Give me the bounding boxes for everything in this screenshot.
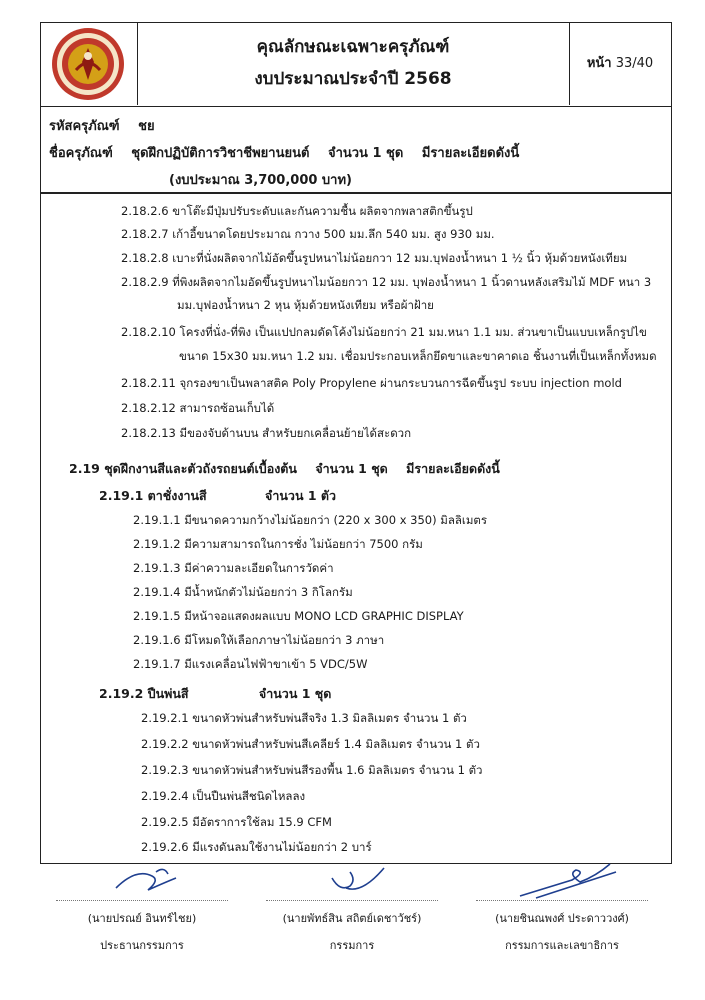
- signature-line: [56, 872, 228, 901]
- equipment-code-row: [49, 115, 155, 136]
- page-label: หน้า: [586, 56, 612, 71]
- title-cell: [137, 23, 570, 105]
- spec-line-continued: มม.บุฟองน้ำหนา 2 หุน หุ้มด้วยหนังเทียม หรือผ้าฝ้าย: [177, 298, 434, 312]
- handwritten-signature-icon: [56, 858, 228, 902]
- handwritten-signature-icon: [266, 858, 438, 902]
- code-value: ชย: [138, 119, 155, 134]
- document-title: คุณลักษณะเฉพาะครุภัณฑ์: [256, 37, 450, 57]
- spec-line: 2.19.2.4 เป็นปืนพ่นสีชนิดไหลลง: [141, 789, 306, 803]
- budget-text: (งบประมาณ 3,700,000 บาท): [169, 173, 352, 188]
- spec-line: 2.18.2.8 เบาะที่นั่งผลิตจากไม้อัดขึ้นรูปหนาไม่น้อยกวา 12 มม.บุฟองน้ำหนา 1 ½ นิ้ว หุ้มด้วยหนังเทียม: [121, 251, 628, 265]
- page-number-cell: [569, 23, 671, 105]
- spec-line: 2.19.2.5 มีอัตราการใช้ลม 15.9 CFM: [141, 815, 332, 829]
- logo-cell: [41, 23, 138, 105]
- specification-body: [40, 193, 672, 864]
- signature-line: [266, 872, 438, 901]
- header-box: [40, 22, 672, 107]
- signatory-name: (นายปรณย์ อินทร์ไชย): [87, 912, 197, 925]
- handwritten-signature-icon: [476, 858, 648, 902]
- signature-block-chairman: [42, 872, 242, 954]
- spec-line: 2.19.1.2 มีความสามารถในการชั่ง ไม่น้อยกว่า 7500 กรัม: [133, 537, 423, 551]
- spec-line: 2.19.1.4 มีน้ำหนักตัวไม่น้อยกว่า 3 กิโลกรัม: [133, 585, 353, 599]
- signatory-name: (นายชินณพงศ์ ประดาววงศ์): [495, 912, 629, 925]
- name-label: ชื่อครุภัณฑ์: [49, 146, 113, 161]
- equipment-name-row: [49, 142, 519, 163]
- signatory-role: กรรมการและเลขาธิการ: [505, 939, 619, 952]
- spec-line: 2.19.2.6 มีแรงดันลมใช้งานไม่น้อยกว่า 2 บาร์: [141, 840, 372, 854]
- spec-line: 2.18.2.11 จุกรองขาเป็นพลาสติค Poly Propylene ผ่านกระบวนการฉีดขึ้นรูป ระบบ injection mold: [121, 376, 622, 390]
- spec-line: 2.18.2.10 โครงที่นั่ง-ที่พิง เป็นแปปกลมดัดโค้งไม่น้อยกว่า 21 มม.หนา 1.1 มม. ส่วนขาเป็นแบบเหล็กรูปไข: [121, 325, 647, 339]
- signatory-name: (นายพัทธ์สิน สถิตย์เดชาวัชร์): [282, 912, 422, 925]
- subsection-heading-2-19-2: 2.19.2 ปืนพ่นสี จำนวน 1 ชุด: [99, 686, 332, 701]
- spec-line: 2.19.1.3 มีค่าความละเอียดในการวัดค่า: [133, 561, 334, 575]
- detail-text: มีรายละเอียดดังนี้: [421, 146, 520, 161]
- spec-line: 2.19.2.1 ขนาดหัวพ่นสำหรับพ่นสีจริง 1.3 มิลลิเมตร จำนวน 1 ตัว: [141, 711, 467, 725]
- code-label: รหัสครุภัณฑ์: [49, 119, 120, 134]
- spec-line: 2.19.2.2 ขนาดหัวพ่นสำหรับพ่นสีเคลียร์ 1.4 มิลลิเมตร จำนวน 1 ตัว: [141, 737, 480, 751]
- equipment-info-box: [40, 107, 672, 193]
- budget-year: งบประมาณประจำปี 2568: [254, 69, 452, 89]
- spec-line: 2.19.1.6 มีโหมดให้เลือกภาษาไม่น้อยกว่า 3 ภาษา: [133, 633, 385, 647]
- spec-line: 2.19.1.7 มีแรงเคลื่อนไฟฟ้าขาเข้า 5 VDC/5W: [133, 657, 368, 671]
- subsection-heading-2-19-1: 2.19.1 ตาชั่งงานสี จำนวน 1 ตัว: [99, 488, 337, 503]
- signature-block-secretary: [462, 872, 662, 954]
- spec-line: 2.19.1.5 มีหน้าจอแสดงผลแบบ MONO LCD GRAPHIC DISPLAY: [133, 609, 464, 623]
- spec-line: 2.19.1.1 มีขนาดความกว้างไม่น้อยกว่า (220 x 300 x 350) มิลลิเมตร: [133, 513, 488, 527]
- signature-block-committee: [252, 872, 452, 954]
- signatory-role: กรรมการ: [329, 939, 375, 952]
- signature-line: [476, 872, 648, 901]
- section-heading-2-19: 2.19 ชุดฝึกงานสีและตัวถังรถยนต์เบื้องต้น จำนวน 1 ชุด มีรายละเอียดดังนี้: [69, 461, 500, 476]
- spec-line: 2.18.2.6 ขาโต๊ะมีปุ่มปรับระดับและกันความชื้น ผลิตจากพลาสติกขึ้นรูป: [121, 204, 473, 218]
- spec-line-continued: ขนาด 15x30 มม.หนา 1.2 มม. เชื่อมประกอบเหล็กยึดขาและขาคาดเอ ชิ้นงานที่เป็นเหล็กทั้งหมด: [179, 349, 657, 363]
- spec-line: 2.18.2.12 สามารถซ้อนเก็บได้: [121, 401, 275, 415]
- signatory-role: ประธานกรรมการ: [100, 939, 184, 952]
- page-value: 33/40: [615, 56, 654, 71]
- spec-line: 2.18.2.7 เก้าอี้ขนาดโดยประมาณ กวาง 500 มม.ลึก 540 มม. สูง 930 มม.: [121, 227, 495, 241]
- spec-line: 2.19.2.3 ขนาดหัวพ่นสำหรับพ่นสีรองพื้น 1.6 มิลลิเมตร จำนวน 1 ตัว: [141, 763, 483, 777]
- quantity-text: จำนวน 1 ชุด: [327, 146, 404, 161]
- spec-line: 2.18.2.9 ที่พิงผลิตจากไมอัดขึ้นรูปหนาไมน้อยกวา 12 มม. บุฟองน้ำหนา 1 นิ้วดานหลังเสริมไม้ MDF หนา 3: [121, 275, 652, 289]
- vocational-education-seal-icon: [49, 26, 127, 102]
- name-value: ชุดฝึกปฏิบัติการวิชาชีพยานยนต์: [131, 146, 310, 161]
- spec-line: 2.18.2.13 มีของจับด้านบน สำหรับยกเคลื่อนย้ายได้สะดวก: [121, 426, 412, 440]
